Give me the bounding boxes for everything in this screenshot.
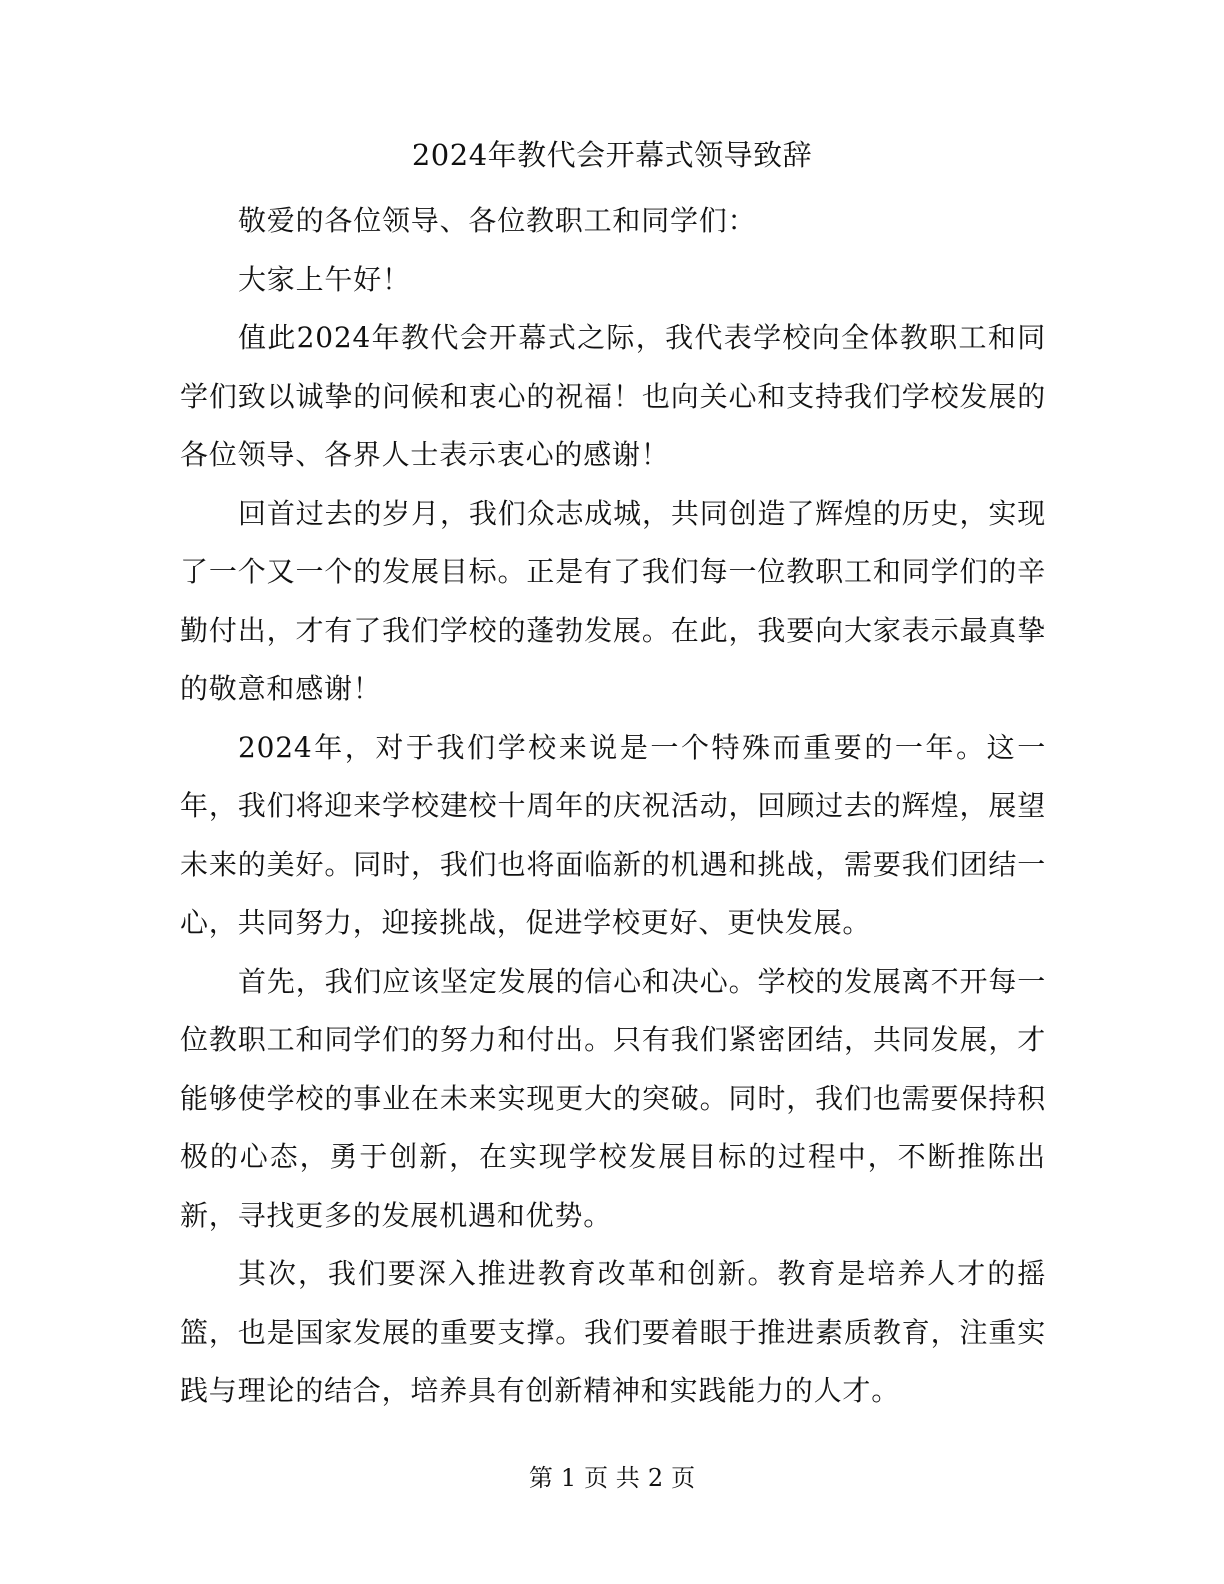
page-suffix: 页 (671, 1464, 696, 1492)
paragraph: 2024年，对于我们学校来说是一个特殊而重要的一年。这一年，我们将迎来学校建校十周年的庆祝活动，回顾过去的辉煌，展望未来的美好。同时，我们也将面临新的机遇和挑战，需要我们团结一心，共同努力，迎接挑战，促进学校更好、更快发展。 (180, 730, 1046, 939)
salutation: 敬爱的各位领导、各位教职工和同学们： (238, 204, 757, 237)
page-total: 2 (647, 1464, 664, 1492)
greeting: 大家上午好！ (238, 262, 411, 296)
document-body (180, 192, 1046, 1421)
paragraph: 其次，我们要深入推进教育改革和创新。教育是培养人才的摇篮，也是国家发展的重要支撑。我们要着眼于推进素质教育，注重实践与理论的结合，培养具有创新精神和实践能力的人才。 (180, 1257, 1046, 1407)
page-number-footer (0, 1458, 1224, 1498)
page-mid: 页 共 (584, 1464, 640, 1492)
document-title: 2024年教代会开幕式领导致辞 (411, 138, 813, 172)
paragraph: 回首过去的岁月，我们众志成城，共同创造了辉煌的历史，实现了一个又一个的发展目标。正是有了我们每一位教职工和同学们的辛勤付出，才有了我们学校的蓬勃发展。在此，我要向大家表示最真挚的敬意和感谢！ (180, 496, 1046, 705)
page-prefix: 第 (528, 1464, 553, 1492)
paragraph: 值此2024年教代会开幕式之际，我代表学校向全体教职工和同学们致以诚挚的问候和衷心的祝福！也向关心和支持我们学校发展的各位领导、各界人士表示衷心的感谢！ (180, 321, 1046, 471)
page-current: 1 (560, 1464, 577, 1492)
paragraph: 首先，我们应该坚定发展的信心和决心。学校的发展离不开每一位教职工和同学们的努力和付出。只有我们紧密团结，共同发展，才能够使学校的事业在未来实现更大的突破。同时，我们也需要保持积极的心态，勇于创新，在实现学校发展目标的过程中，不断推陈出新，寻找更多的发展机遇和优势。 (180, 964, 1046, 1232)
